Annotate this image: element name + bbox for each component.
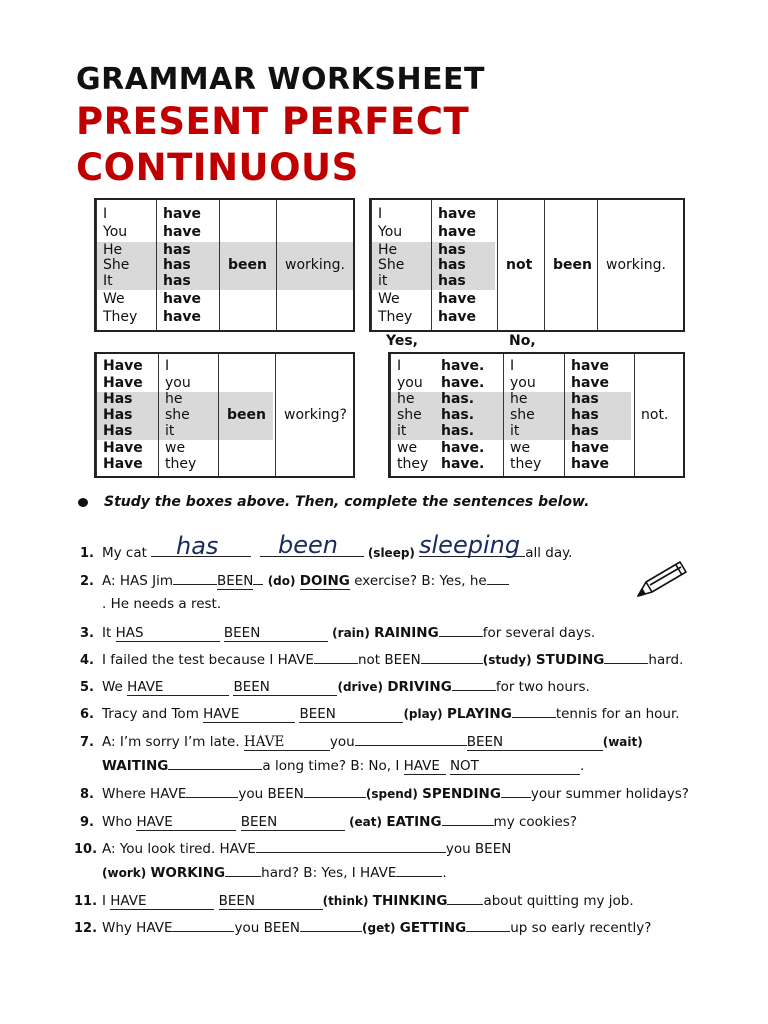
aux-verb: Have [103,456,143,472]
item-number: 4. [80,653,94,668]
item-number: 11. [74,894,98,909]
answer-blank[interactable] [466,931,510,932]
sentence-text: you BEEN [238,786,304,802]
pronoun: he [165,391,183,407]
sentence-text: My cat [102,545,147,561]
answer-blank[interactable] [300,931,362,932]
answer-blank[interactable] [172,931,234,932]
aux-verb: have [438,224,477,240]
pronoun: they [510,456,542,472]
yes-pronoun-col [390,354,429,476]
pronoun: She [378,257,405,273]
filled-answer[interactable]: RAINING [374,625,439,641]
sentence-12 [102,919,651,937]
affirmative-verb-col [276,200,353,330]
sentence-text: you BEEN [445,841,512,857]
aux-verb: has [571,391,599,407]
pronoun: We [103,291,125,307]
answer-blank[interactable] [225,876,261,877]
filled-answer[interactable]: WAITING [102,758,169,774]
aux-verb: have. [441,456,485,472]
filled-answer[interactable]: PLAYING [446,706,512,722]
affirmative-pronoun-col [96,200,157,330]
answer-blank[interactable] [396,876,442,877]
sentence-text: my cookies? [493,814,577,830]
sentence-text: Why HAVE [102,920,173,936]
sentence-text: for two hours. [495,679,590,695]
question-verb-col [275,354,353,476]
item-number: 12. [74,921,98,936]
filled-answer[interactable]: HAVE [127,680,229,696]
filled-answer[interactable]: HAVE [203,707,295,723]
pronoun: you [397,375,423,391]
pronoun: we [510,440,531,456]
no-aux-col [564,354,635,476]
item-number: 2. [80,574,94,589]
pronoun: she [397,407,422,423]
aux-verb: Has [103,391,133,407]
sentence-text: your summer holidays? [530,786,689,802]
sentence-6 [102,705,680,723]
sentence-text: you [329,734,355,750]
sentence-10-continued [102,864,447,882]
sentence-8 [102,785,689,803]
negative-table [369,198,685,332]
item-number: 1. [80,546,94,561]
pronoun: he [510,391,528,407]
answer-blank[interactable] [512,717,556,718]
answer-blank[interactable] [452,690,496,691]
sentence-text: We [102,679,123,695]
filled-answer[interactable]: WORKING [150,865,226,881]
sentence-text: for several days. [482,625,596,641]
answer-blank[interactable] [168,769,262,770]
answer-blank[interactable] [304,797,366,798]
answer-blank[interactable] [604,663,648,664]
pronoun: He [103,242,123,258]
pronoun: she [510,407,535,423]
verb-word: working? [284,407,347,423]
aux-verb: has. [441,391,475,407]
verb-hint: (think) [322,894,369,908]
aux-verb: have. [441,375,485,391]
sentence-text: hard. [648,652,684,668]
sentence-4 [102,651,683,669]
aux-verb: has. [441,423,475,439]
affirmative-table [94,198,355,332]
handwritten-answer: has [176,532,219,560]
aux-verb: have [163,291,202,307]
negative-verb-col [597,200,683,330]
verb-hint: (do) [267,574,296,588]
instruction-text: Study the boxes above. Then, complete the sentences below. [104,494,590,510]
item-number: 9. [80,815,94,830]
negative-not-col [497,200,545,330]
topic-title-line2: CONTINUOUS [76,146,359,189]
filled-answer[interactable]: HAVE [244,735,330,751]
bullet-icon [78,498,88,507]
verb-hint: (play) [403,707,443,721]
aux-verb: has [163,257,191,273]
sentence-text: exercise? B: Yes, he [354,573,487,589]
been-word: been [228,257,267,273]
pronoun: he [397,391,415,407]
filled-answer[interactable]: BEEN [233,680,337,696]
item-number: 3. [80,626,94,641]
affirmative-been-col [219,200,277,330]
filled-answer[interactable]: HAS [116,626,220,642]
aux-verb: have. [441,358,485,374]
sentence-text: I failed the test because I HAVE [102,652,314,668]
aux-verb: have [438,291,477,307]
sentence-11 [102,892,634,910]
sentence-2-continued: . He needs a rest. [102,596,222,612]
verb-hint: (study) [482,653,532,667]
verb-hint: (wait) [602,735,643,749]
aux-verb: has [438,257,466,273]
aux-verb: has [571,407,599,423]
pronoun: She [103,257,130,273]
sentence-text: I [102,893,106,909]
aux-verb: have [571,375,610,391]
worksheet-title: GRAMMAR WORKSHEET [76,62,486,97]
answer-blank[interactable] [173,584,217,585]
pencil-icon [632,558,692,602]
sentence-text: tennis for an hour. [555,706,680,722]
sentence-text: hard? B: Yes, I HAVE [261,865,397,881]
pronoun: I [510,358,515,374]
pronoun: I [103,206,108,222]
topic-title-line1: PRESENT PERFECT [76,100,470,143]
item-number: 8. [80,787,94,802]
sentence-text: A: I’m sorry I’m late. [102,734,240,750]
answer-blank[interactable] [314,663,358,664]
item-number: 5. [80,680,94,695]
pronoun: He [378,242,398,258]
pronoun: You [103,224,128,240]
item-number: 6. [80,707,94,722]
verb-hint: (spend) [365,787,418,801]
pronoun: I [397,358,402,374]
answer-blank[interactable] [421,663,483,664]
filled-answer[interactable]: THINKING [372,893,448,909]
sentence-7 [102,733,643,751]
aux-verb: have [571,456,610,472]
no-label: No, [509,333,536,349]
filled-answer[interactable]: DRIVING [387,679,452,695]
sentence-text: you BEEN [234,920,301,936]
aux-verb: has [163,242,191,258]
aux-verb: has [163,273,191,289]
aux-verb: have [163,309,202,325]
aux-verb: has. [441,407,475,423]
answer-blank[interactable] [487,584,509,585]
handwritten-answer: sleeping [419,531,521,559]
answer-blank[interactable] [447,904,483,905]
pronoun: you [165,375,191,391]
been-word: been [553,257,592,273]
answer-blank[interactable] [256,852,446,853]
pronoun: they [397,456,429,472]
question-been-col [218,354,276,476]
filled-answer[interactable]: HAVE [110,894,214,910]
sentence-2 [102,572,509,590]
sentence-text: Tracy and Tom [102,706,199,722]
sentence-7-continued [102,757,584,775]
pronoun: They [103,309,138,325]
aux-verb: have [438,206,477,222]
yes-aux-col [435,354,503,476]
negative-pronoun-col [371,200,432,330]
sentence-text: It [102,625,112,641]
aux-verb: have [571,440,610,456]
answer-blank[interactable] [253,584,263,585]
aux-verb: Have [103,358,143,374]
filled-answer[interactable]: BEEN [224,626,328,642]
verb-hint: (sleep) [367,546,415,560]
pronoun: You [378,224,403,240]
question-table [94,352,355,478]
aux-verb: have. [441,440,485,456]
sentence-3 [102,624,595,642]
filled-answer[interactable]: HAVE [404,759,446,775]
aux-verb: Has [103,423,133,439]
sentence-text: A: You look tired. HAVE [102,841,256,857]
pronoun: They [378,309,413,325]
pronoun: it [378,273,388,289]
been-word: been [227,407,266,423]
sentence-text: all day. [525,545,573,561]
verb-hint: (get) [362,921,396,935]
negative-aux-col [431,200,498,330]
sentence-text: A: HAS Jim [102,573,173,589]
affirmative-aux-col [156,200,220,330]
sentence-text: a long time? B: No, I [262,758,400,774]
aux-verb: have [438,309,477,325]
filled-answer[interactable]: EATING [386,814,442,830]
pronoun: I [378,206,383,222]
pronoun: you [510,375,536,391]
pronoun: we [397,440,418,456]
pronoun: it [165,423,175,439]
not-word: not. [641,407,669,423]
filled-answer[interactable]: HAVE [136,815,236,831]
question-pronoun-col [158,354,219,476]
item-number: 7. [80,735,94,750]
answer-blank[interactable] [186,797,238,798]
aux-verb: has [438,273,466,289]
verb-word: working. [285,257,345,273]
verb-hint: (eat) [349,815,383,829]
filled-answer[interactable]: DOING [299,573,350,589]
aux-verb: has [438,242,466,258]
item-number: 10. [74,842,98,857]
answer-blank[interactable] [355,745,467,746]
filled-answer[interactable]: NOT [450,759,580,775]
verb-hint: (work) [102,866,147,880]
not-word: not [506,257,533,273]
aux-verb: have [163,224,202,240]
sentence-5 [102,678,590,696]
filled-answer[interactable]: BEEN [241,815,345,831]
verb-hint: (rain) [332,626,370,640]
pronoun: we [165,440,186,456]
sentence-text: . [579,758,585,774]
filled-answer[interactable]: SPENDING [422,786,501,802]
answer-blank[interactable] [501,797,531,798]
sentence-text: . [442,865,447,881]
sentence-text: about quitting my job. [483,893,634,909]
sentence-10 [102,840,511,858]
pronoun: I [165,358,170,374]
sentence-text: up so early recently? [510,920,652,936]
negative-been-col [544,200,598,330]
sentence-9 [102,813,577,831]
verb-word: working. [606,257,666,273]
filled-answer[interactable]: BEEN [216,573,254,589]
no-not-col [634,354,683,476]
filled-answer[interactable]: STUDING [535,652,605,668]
pronoun: It [103,273,113,289]
pronoun: she [165,407,190,423]
handwritten-answer: been [278,531,338,559]
pronoun: it [397,423,407,439]
aux-verb: has [571,423,599,439]
filled-answer[interactable]: BEEN [467,735,603,751]
sentence-text: Where HAVE [102,786,187,802]
short-answers-table [388,352,685,478]
pronoun: it [510,423,520,439]
filled-answer[interactable]: BEEN [219,894,323,910]
answer-blank[interactable] [439,636,483,637]
sentence-text: Who [102,814,133,830]
pronoun: We [378,291,400,307]
aux-verb: Have [103,440,143,456]
pronoun: they [165,456,197,472]
filled-answer[interactable]: BEEN [299,707,403,723]
aux-verb: Have [103,375,143,391]
aux-verb: have [571,358,610,374]
filled-answer[interactable]: GETTING [399,920,467,936]
aux-verb: have [163,206,202,222]
filled-answer[interactable]: not BEEN [357,652,421,668]
verb-hint: (drive) [337,680,384,694]
aux-verb: Has [103,407,133,423]
answer-blank[interactable] [442,825,494,826]
yes-label: Yes, [386,333,418,349]
question-aux-col [96,354,159,476]
no-pronoun-col [503,354,565,476]
